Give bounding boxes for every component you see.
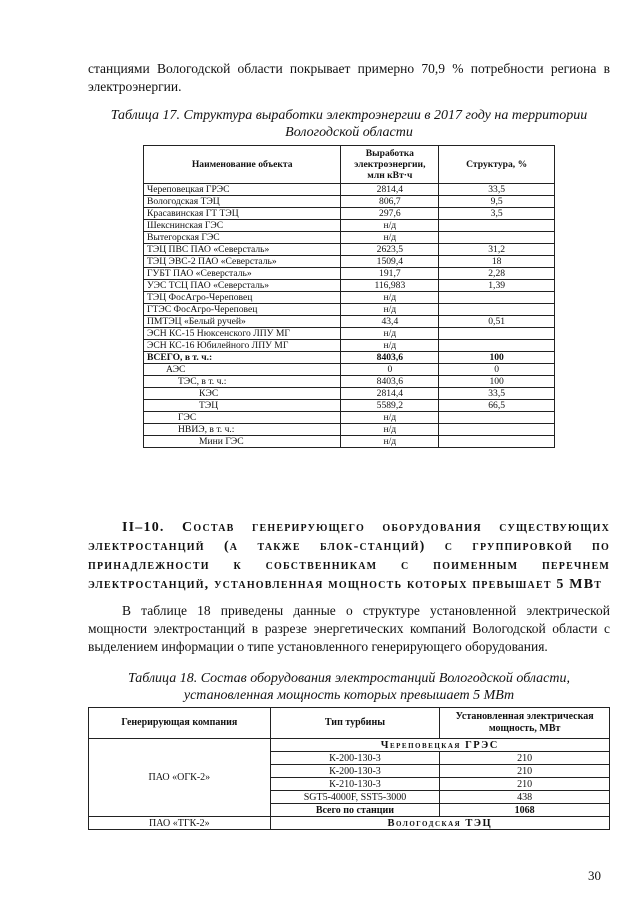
table17-share-cell (439, 328, 555, 340)
table18-power-cell: 210 (440, 765, 610, 778)
table17-share-cell: 33,5 (439, 184, 555, 196)
table17-name-cell: Мини ГЭС (144, 436, 341, 448)
table17-share-cell (439, 220, 555, 232)
table17-name-cell: ГУБТ ПАО «Северсталь» (144, 268, 341, 280)
table17-output-cell: 8403,6 (341, 352, 439, 364)
table17-caption: Таблица 17. Структура выработки электроэнергии в 2017 году на территории Вологодской области (110, 108, 588, 140)
table17-share-cell: 100 (439, 376, 555, 388)
table18-header-turbine: Тип турбины (270, 708, 440, 739)
table18-station-row (89, 739, 610, 752)
table18-turbine-cell: К-210-130-3 (270, 778, 440, 791)
table18-power-cell: 210 (440, 778, 610, 791)
table17-share-cell: 9,5 (439, 196, 555, 208)
table17-row (144, 304, 555, 316)
table17-share-cell: 1,39 (439, 280, 555, 292)
table17-name-cell: ЭСН КС-15 Нюксенского ЛПУ МГ (144, 328, 341, 340)
table17-name-cell: Красавинская ГТ ТЭЦ (144, 208, 341, 220)
table17-name-cell: ЭСН КС-16 Юбилейного ЛПУ МГ (144, 340, 341, 352)
table17-row (144, 340, 555, 352)
table18-header-power: Установленная электрическая мощность, МВт (440, 708, 610, 739)
table17-name-cell: ПМТЭЦ «Белый ручей» (144, 316, 341, 328)
table17-output-cell: н/д (341, 436, 439, 448)
table17-output-cell: 2814,4 (341, 184, 439, 196)
table17-row (144, 400, 555, 412)
table18-header-company: Генерирующая компания (89, 708, 271, 739)
intro-paragraph: станциями Вологодской области покрывает примерно 70,9 % потребности региона в электроэнергии. (88, 61, 610, 94)
table17-row (144, 232, 555, 244)
table17-output-cell: н/д (341, 340, 439, 352)
table17-share-cell (439, 424, 555, 436)
table17-output-cell: н/д (341, 292, 439, 304)
table17-share-cell: 3,5 (439, 208, 555, 220)
table17-output-cell: 0 (341, 364, 439, 376)
table17-output-cell: 297,6 (341, 208, 439, 220)
table17-row (144, 196, 555, 208)
table17-row (144, 424, 555, 436)
table18-total-value: 1068 (440, 804, 610, 817)
table17-row (144, 436, 555, 448)
table17-share-cell: 100 (439, 352, 555, 364)
table18-station-row (89, 817, 610, 830)
table18-company-cell: ПАО «ОГК-2» (89, 739, 271, 817)
table17-output-cell: 43,4 (341, 316, 439, 328)
table17-output-cell: 1509,4 (341, 256, 439, 268)
table17-share-cell: 31,2 (439, 244, 555, 256)
table17-output-cell: 2623,5 (341, 244, 439, 256)
table17-share-cell: 0,51 (439, 316, 555, 328)
table18-station-cell: Череповецкая ГРЭС (270, 739, 609, 752)
table17-row (144, 328, 555, 340)
table17-output-cell: 8403,6 (341, 376, 439, 388)
table18-turbine-cell: SGT5-4000F, SST5-3000 (270, 791, 440, 804)
table17-name-cell: АЭС (144, 364, 341, 376)
table17-name-cell: ТЭЦ ЭВС-2 ПАО «Северсталь» (144, 256, 341, 268)
table17-output-cell: н/д (341, 232, 439, 244)
table18-power-cell: 438 (440, 791, 610, 804)
table17-row (144, 220, 555, 232)
table17-share-cell (439, 412, 555, 424)
table17-row (144, 388, 555, 400)
table17-header-share: Структура, % (439, 146, 555, 184)
table17-output-cell: 806,7 (341, 196, 439, 208)
table18-turbine-cell: К-200-130-3 (270, 765, 440, 778)
table18-caption: Таблица 18. Состав оборудования электростанций Вологодской области, установленная мощность которых превышает 5 МВт (127, 671, 570, 703)
table17-header-output: Выработка электроэнергии, млн кВт·ч (341, 146, 439, 184)
table17-name-cell: НВИЭ, в т. ч.: (144, 424, 341, 436)
table18-turbine-cell: К-200-130-3 (270, 752, 440, 765)
table17-share-cell: 18 (439, 256, 555, 268)
table17-row (144, 364, 555, 376)
table17-share-cell: 0 (439, 364, 555, 376)
table17-share-cell (439, 304, 555, 316)
table18-company-cell: ПАО «ТГК-2» (89, 817, 271, 830)
table17-name-cell: ТЭЦ ФосАгро-Череповец (144, 292, 341, 304)
table17-name-cell: ТЭЦ ПВС ПАО «Северсталь» (144, 244, 341, 256)
section-heading (88, 518, 610, 594)
section-title: Состав генерирующего оборудования существующих электростанций (а также блок-станций) с группировкой по принадлежности к собственникам с поименным перечнем электростанций, установленная мощность которых превышает 5 МВт (88, 520, 610, 592)
table17-row (144, 412, 555, 424)
table17-output-cell: н/д (341, 328, 439, 340)
table17-share-cell: 2,28 (439, 268, 555, 280)
table17-share-cell (439, 340, 555, 352)
table17-output-cell: н/д (341, 412, 439, 424)
table17-row (144, 292, 555, 304)
table18-total-label: Всего по станции (270, 804, 440, 817)
table17-row (144, 256, 555, 268)
table17-share-cell: 33,5 (439, 388, 555, 400)
table17-output-cell: 191,7 (341, 268, 439, 280)
table17-row (144, 376, 555, 388)
table17-output-cell: 2814,4 (341, 388, 439, 400)
table17-row (144, 184, 555, 196)
table-17 (143, 145, 555, 448)
table17-output-cell: н/д (341, 220, 439, 232)
table17-name-cell: ТЭС, в т. ч.: (144, 376, 341, 388)
table17-output-cell: н/д (341, 304, 439, 316)
table17-name-cell: УЭС ТСЦ ПАО «Северсталь» (144, 280, 341, 292)
table17-row (144, 208, 555, 220)
table17-share-cell: 66,5 (439, 400, 555, 412)
table17-row (144, 316, 555, 328)
table17-name-cell: ТЭЦ (144, 400, 341, 412)
table18-header-row (89, 708, 610, 739)
table17-header-row (144, 146, 555, 184)
table17-header-name: Наименование объекта (144, 146, 341, 184)
table17-name-cell: Вологодская ТЭЦ (144, 196, 341, 208)
table17-name-cell: ВСЕГО, в т. ч.: (144, 352, 341, 364)
table17-row (144, 268, 555, 280)
table17-share-cell (439, 436, 555, 448)
table18-station-cell: Вологодская ТЭЦ (270, 817, 609, 830)
table17-name-cell: КЭС (144, 388, 341, 400)
table17-row (144, 280, 555, 292)
table-18 (88, 707, 610, 830)
section-paragraph: В таблице 18 приведены данные о структуре установленной электрической мощности электростанций в разрезе энергетических компаний Вологодской области с выделением информации о типе установленного генерирующего оборудования. (88, 603, 610, 654)
table17-row (144, 244, 555, 256)
table17-row (144, 352, 555, 364)
section-number: II–10. (122, 520, 165, 535)
table17-output-cell: 116,983 (341, 280, 439, 292)
table17-share-cell (439, 292, 555, 304)
table17-name-cell: Шекснинская ГЭС (144, 220, 341, 232)
table18-power-cell: 210 (440, 752, 610, 765)
table17-name-cell: Вытегорская ГЭС (144, 232, 341, 244)
page-number: 30 (588, 868, 601, 883)
table17-name-cell: ГТЭС ФосАгро-Череповец (144, 304, 341, 316)
table17-output-cell: 5589,2 (341, 400, 439, 412)
table17-name-cell: ГЭС (144, 412, 341, 424)
table17-output-cell: н/д (341, 424, 439, 436)
table17-name-cell: Череповецкая ГРЭС (144, 184, 341, 196)
table17-share-cell (439, 232, 555, 244)
